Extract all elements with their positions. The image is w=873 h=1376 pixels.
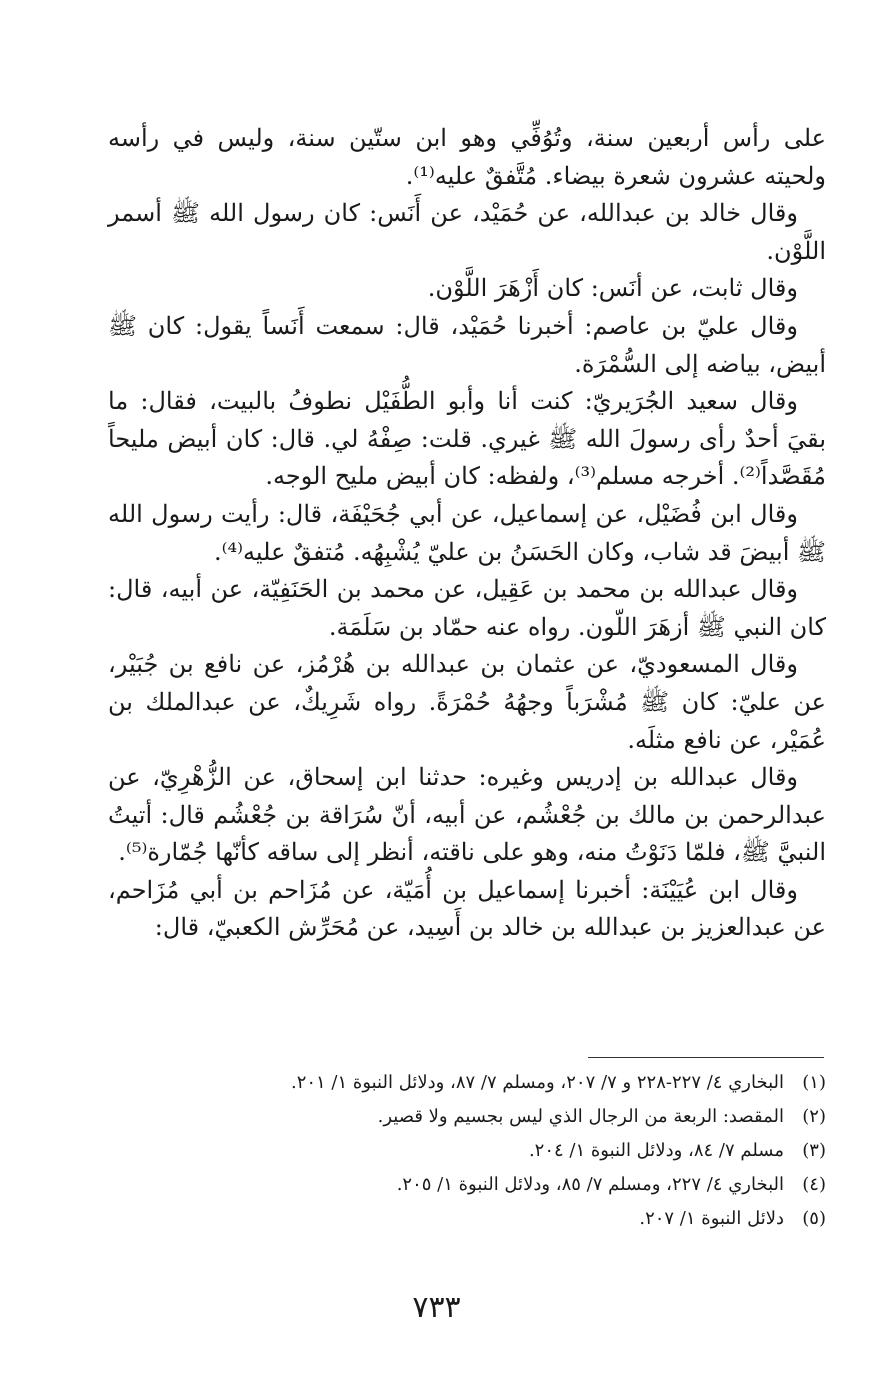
footnotes [108,1066,826,1236]
paragraph: وقال ثابت، عن أنَس: كان أَزْهَرَ اللَّوْن. [427,274,798,303]
footnote [108,1100,826,1134]
footnote-text: البخاري ٤/ ٢٢٧، ومسلم ٧/ ٨٥، ودلائل النبوة ١/ ٢٠٥. [396,1174,784,1195]
paragraph: وقال خالد بن عبدالله، عن حُمَيْد، عن أَنَس: كان رسول الله ﷺ أسمر اللَّوْن. [108,199,826,265]
paragraph: وقال سعيد الجُرَيريّ: كنت أنا وأبو الطُّفَيْل نطوفُ بالبيت، فقال: ما بقيَ أحدٌ رأى رسولَ الله ﷺ غيري. قلت: صِفْهُ لي. قال: كان أبيض مليحاً مُقَصَّداً⁽²⁾. أخرجه مسلم⁽³⁾، ولفظه: كان أبيض مليح الوجه. [108,387,826,491]
footnote [108,1066,826,1100]
paragraph: وقال عليّ بن عاصم: أخبرنا حُمَيْد، قال: سمعت أَنَساً يقول: كان ﷺ أبيض، بياضه إلى السُّمْرَة. [108,311,826,378]
paragraph: وقال ابن عُيَيْنَة: أخبرنا إسماعيل بن أُمَيّة، عن مُزَاحم بن أبي مُزَاحم، عن عبدالعزيز بن عبدالله بن خالد بن أَسِيد، عن مُحَرِّش الكعبيّ، قال: [108,875,826,942]
footnote [108,1202,826,1236]
paragraph: وقال ابن فُضَيْل، عن إسماعيل، عن أبي جُحَيْفَة، قال: رأيت رسول الله ﷺ أبيضَ قد شاب، وكان الحَسَنُ بن عليّ يُشْبِهُه. مُتفقٌ عليه⁽⁴⁾. [108,499,826,566]
paragraph: وقال المسعوديّ، عن عثمان بن عبدالله بن هُرْمُز، عن نافع بن جُبَيْر، عن عليّ: كان ﷺ مُشْرَباً وجهُهُ حُمْرَةً. رواه شَرِيكٌ، عن عبدالملك بن عُمَيْر، عن نافع مثلَه. [108,650,826,754]
footnote-divider [588,1057,824,1058]
footnote-number: (٣) [802,1140,826,1161]
paragraph: على رأس أربعين سنة، وتُوُفِّي وهو ابن ستّين سنة، وليس في رأسه ولحيته عشرون شعرة بيضاء. مُتَّفقٌ عليه⁽¹⁾. [108,124,826,190]
footnote-number: (٥) [802,1208,826,1229]
footnote-number: (١) [802,1072,826,1093]
footnote-text: المقصد: الربعة من الرجال الذي ليس بجسيم ولا قصير. [377,1106,784,1127]
paragraph: وقال عبدالله بن إدريس وغيره: حدثنا ابن إسحاق، عن الزُّهْرِيّ، عن عبدالرحمن بن مالك بن جُعْشُم، عن أبيه، أنّ سُرَاقة بن جُعْشُم قال: أتيتُ النبيَّ ﷺ، فلمّا دَنَوْتُ منه، وهو على ناقته، أنظر إلى ساقه كأنّها جُمّارة⁽⁵⁾. [108,763,826,867]
footnote-number: (٤) [802,1174,826,1195]
main-text [108,120,826,947]
footnote [108,1168,826,1202]
page-number: ٧٣٣ [412,1290,461,1325]
footnote-text: البخاري ٤/ ٢٢٧-٢٢٨ و ٧/ ٢٠٧، ومسلم ٧/ ٨٧، ودلائل النبوة ١/ ٢٠١. [290,1072,784,1093]
footnote-number: (٢) [802,1106,826,1127]
footnote-text: مسلم ٧/ ٨٤، ودلائل النبوة ١/ ٢٠٤. [528,1140,784,1161]
paragraph: وقال عبدالله بن محمد بن عَقِيل، عن محمد بن الحَنَفِيّة، عن أبيه، قال: كان النبي ﷺ أزهَرَ اللّون. رواه عنه حمّاد بن سَلَمَة. [108,575,826,641]
footnote-text: دلائل النبوة ١/ ٢٠٧. [639,1208,784,1229]
footnote [108,1134,826,1168]
